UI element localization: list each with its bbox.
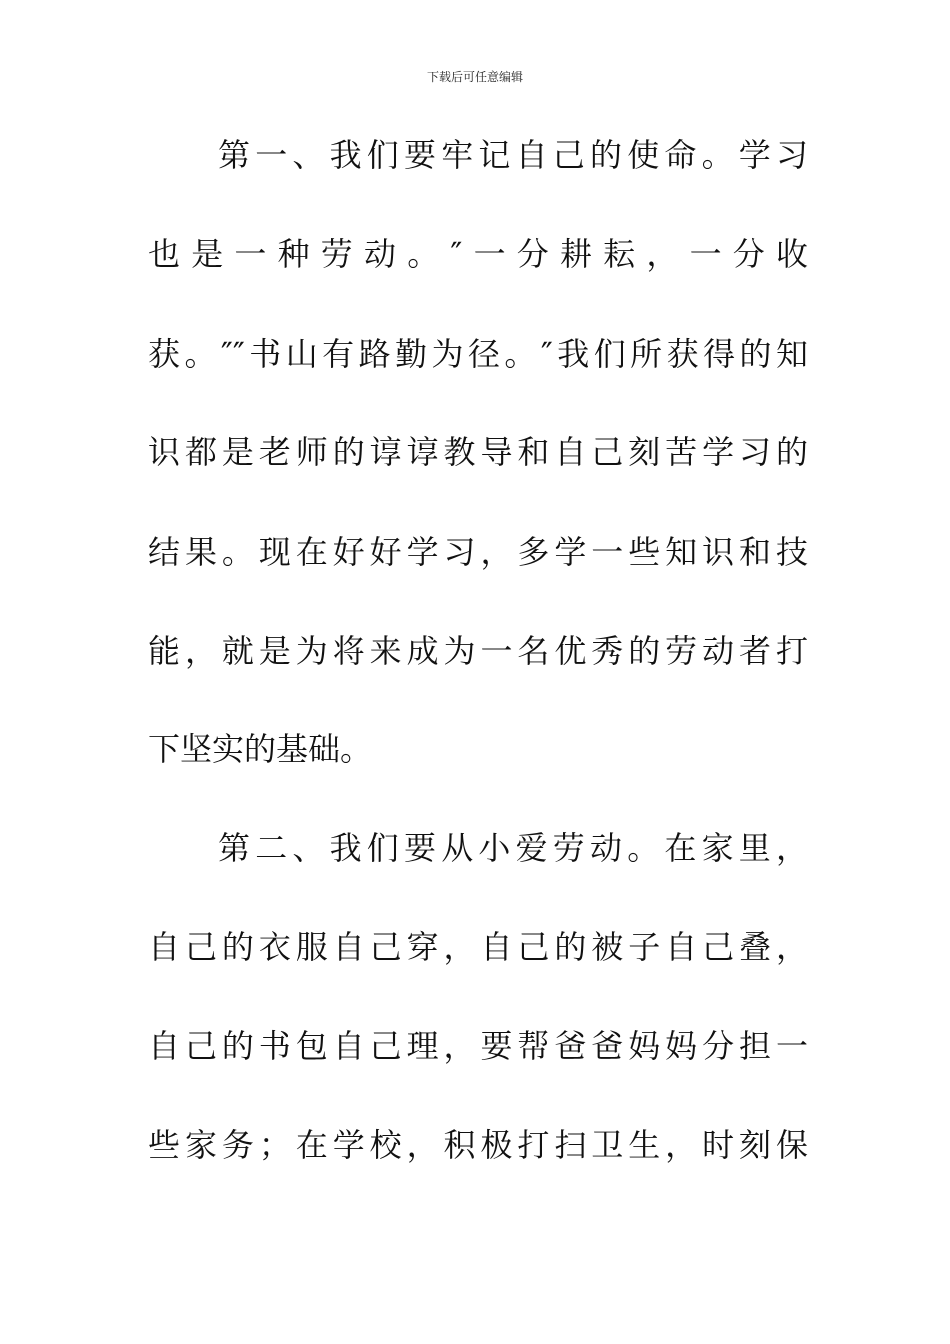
text-line: 下坚实的基础。	[148, 730, 373, 768]
text-line: 识都是老师的谆谆教导和自己刻苦学习的	[148, 433, 808, 471]
text-line: 获。″″书山有路勤为径。″我们所获得的知	[148, 335, 808, 373]
text-line: 结果。现在好好学习，多学一些知识和技	[148, 533, 808, 571]
text-line: 也是一种劳动。″一分耕耘，一分收	[148, 235, 808, 273]
text-line: 自己的衣服自己穿，自己的被子自己叠，	[148, 928, 808, 966]
text-line: 自己的书包自己理，要帮爸爸妈妈分担一	[148, 1027, 808, 1065]
text-line: 能，就是为将来成为一名优秀的劳动者打	[148, 632, 808, 670]
page-header: 下载后可任意编辑	[426, 70, 523, 84]
text-line: 第二、我们要从小爱劳动。在家里，	[218, 829, 808, 867]
text-line: 些家务；在学校，积极打扫卫生，时刻保	[148, 1126, 808, 1164]
text-line: 第一、我们要牢记自己的使命。学习	[218, 136, 808, 174]
